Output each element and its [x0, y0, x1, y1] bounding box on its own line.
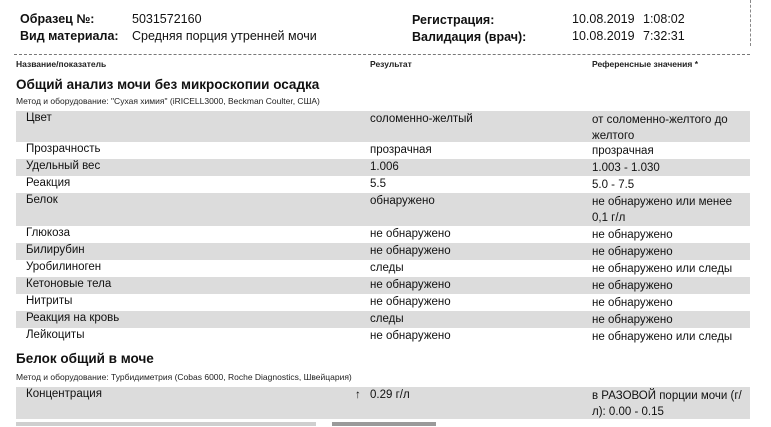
validation-time: 7:32:31 [643, 29, 685, 43]
table-row [16, 193, 750, 226]
row-result: не обнаружено [370, 330, 451, 342]
row-reference: не обнаружено или менее 0,1 г/л [592, 196, 733, 224]
section-title: Общий анализ мочи без микроскопии осадка [16, 77, 320, 92]
section-title: Белок общий в моче [16, 351, 154, 366]
row-name: Белок [26, 194, 58, 206]
table-row [16, 311, 750, 328]
row-name: Кетоновые тела [26, 278, 112, 290]
sample-number: 5031572160 [132, 12, 202, 26]
table-row [16, 111, 750, 142]
material-label: Вид материала: [20, 29, 119, 43]
table-row [16, 243, 750, 260]
registration-time: 1:08:02 [643, 12, 685, 26]
row-reference: не обнаружено [592, 314, 673, 326]
row-name: Глюкоза [26, 227, 71, 239]
table-row [16, 328, 750, 345]
row-reference: не обнаружено [592, 246, 673, 258]
footer-fragment [332, 422, 436, 426]
row-reference: не обнаружено [592, 297, 673, 309]
row-reference: от соломенно-желтого до желтого [592, 114, 728, 142]
row-name: Уробилиноген [26, 261, 102, 273]
row-name: Реакция [26, 177, 71, 189]
validation-label: Валидация (врач): [412, 30, 527, 44]
row-name: Концентрация [26, 388, 102, 400]
table-row [16, 159, 750, 176]
row-reference: не обнаружено или следы [592, 331, 733, 343]
row-reference: не обнаружено [592, 280, 673, 292]
row-name: Прозрачность [26, 143, 101, 155]
table-row [16, 277, 750, 294]
column-header-name: Название/показатель [16, 59, 107, 69]
up-arrow-icon: ↑ [355, 389, 361, 401]
table-row [16, 176, 750, 193]
row-reference: не обнаружено или следы [592, 263, 733, 275]
table-row [16, 142, 750, 159]
row-name: Билирубин [26, 244, 85, 256]
header-divider [14, 54, 750, 55]
row-result: 0.29 г/л [370, 389, 410, 401]
table-row [16, 260, 750, 277]
column-header-result: Результат [370, 59, 412, 69]
row-result: следы [370, 262, 404, 274]
row-result: не обнаружено [370, 245, 451, 257]
row-reference: 5.0 - 7.5 [592, 179, 635, 191]
row-result: обнаружено [370, 195, 435, 207]
column-header-reference: Референсные значения * [592, 59, 699, 69]
row-name: Лейкоциты [26, 329, 85, 341]
validation-date: 10.08.2019 [572, 29, 635, 43]
table-row [16, 387, 750, 419]
table-row [16, 226, 750, 243]
row-name: Удельный вес [26, 160, 101, 172]
row-reference: прозрачная [592, 145, 654, 157]
row-result: 1.006 [370, 161, 399, 173]
row-result: 5.5 [370, 178, 386, 190]
row-name: Реакция на кровь [26, 312, 120, 324]
row-result: не обнаружено [370, 279, 451, 291]
row-reference: не обнаружено [592, 229, 673, 241]
row-result: прозрачная [370, 144, 432, 156]
row-result: не обнаружено [370, 228, 451, 240]
table-row [16, 294, 750, 311]
footer-fragment [16, 422, 316, 426]
method-info: Метод и оборудование: Турбидиметрия (Cobas 6000, Roche Diagnostics, Швейцария) [16, 372, 352, 382]
method-info: Метод и оборудование: "Сухая химия" (iRICELL3000, Beckman Coulter, США) [16, 96, 320, 106]
row-result: не обнаружено [370, 296, 451, 308]
row-name: Цвет [26, 112, 52, 124]
sample-label: Образец №: [20, 12, 95, 26]
registration-label: Регистрация: [412, 13, 495, 27]
row-reference: в РАЗОВОЙ порции мочи (г/л): 0.00 - 0.15 [592, 390, 742, 418]
row-result: соломенно-желтый [370, 113, 473, 125]
material-value: Средняя порция утренней мочи [132, 29, 317, 43]
row-result: следы [370, 313, 404, 325]
row-reference: 1.003 - 1.030 [592, 162, 660, 174]
row-name: Нитриты [26, 295, 73, 307]
registration-date: 10.08.2019 [572, 12, 635, 26]
